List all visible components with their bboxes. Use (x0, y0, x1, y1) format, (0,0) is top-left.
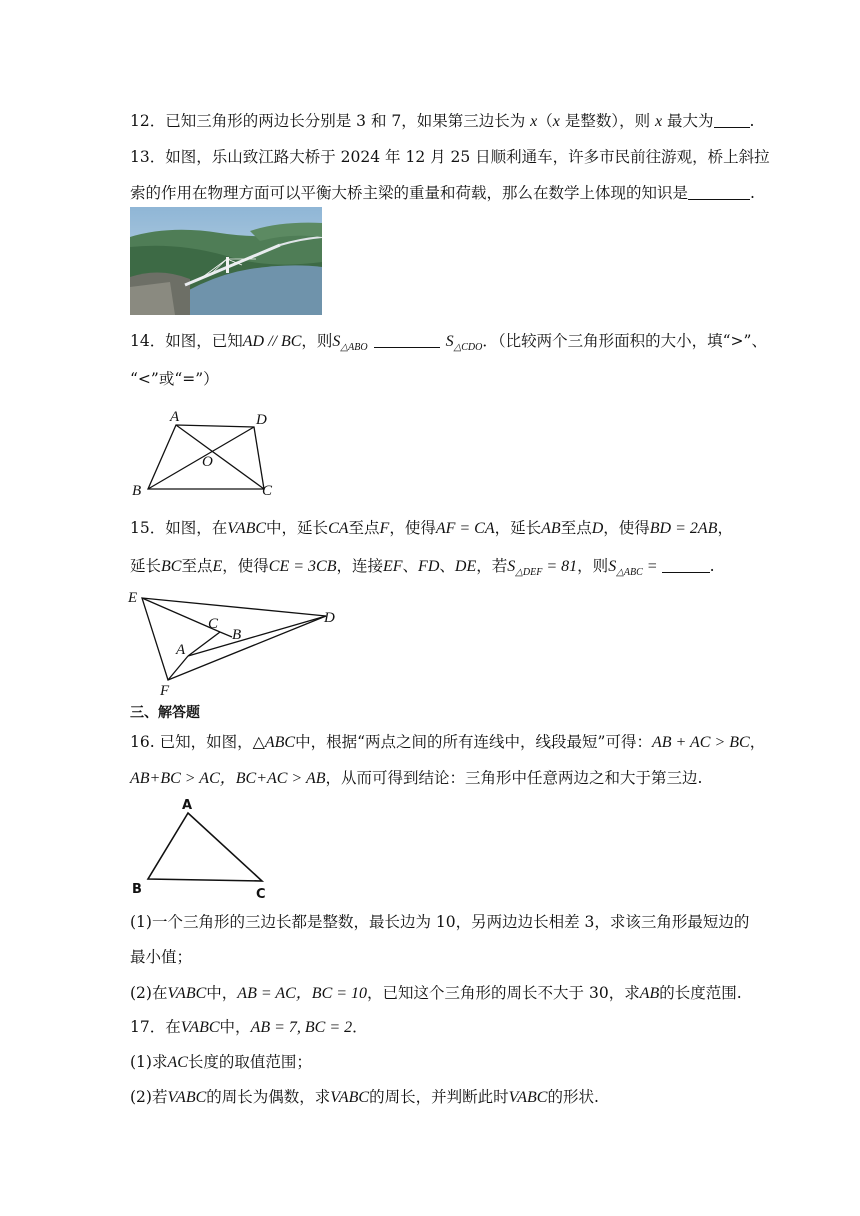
q12-text: 最大为 (662, 112, 714, 130)
q17-text: 的周长，并判断此时 (369, 1088, 509, 1106)
q15-text: ，若 (476, 557, 508, 575)
question-15-line-2 (130, 555, 715, 584)
q14-trapezoid-figure (128, 405, 288, 500)
label-e: E (128, 590, 138, 606)
question-14 (130, 330, 767, 359)
q17-text: 中， (219, 1018, 251, 1036)
label-a: A (170, 409, 180, 425)
label-b: B (132, 483, 142, 499)
q15-math: FD (418, 558, 440, 575)
q15-text: ， (717, 519, 733, 537)
q15-text: 、 (439, 557, 455, 575)
q17-text: (2)若 (130, 1088, 168, 1106)
q16-math: AB+BC > AC，BC+AC > AB (130, 770, 326, 787)
q15-math: BC (161, 558, 182, 575)
label-c: C (256, 887, 266, 901)
q15-text: ，使得 (389, 519, 436, 537)
q16-text: ，从而可得到结论：三角形中任意两边之和大于第三边. (325, 769, 703, 787)
label-c: C (208, 616, 219, 632)
q15-text: 15．如图，在 (130, 519, 228, 537)
q15-math: CE = 3CB (268, 558, 337, 575)
q15-text: 至点 (560, 519, 592, 537)
label-d: D (256, 412, 267, 428)
answer-blank[interactable] (662, 557, 710, 573)
q12-text: （ (537, 112, 553, 130)
q16-text: 16. 已知，如图， (130, 733, 253, 751)
q17-text: ． (352, 1018, 368, 1036)
q17-math: VABC (167, 1089, 207, 1106)
q16-text: 中， (206, 984, 238, 1002)
q16-text: ， (749, 733, 766, 751)
question-13-line-1: 13．如图，乐山致江路大桥于 2024 年 12 月 25 日顺利通车，许多市民前往游观，桥上斜拉 (130, 148, 770, 166)
q15-math: E (212, 558, 223, 575)
question-17-part-2 (130, 1086, 599, 1109)
q15-text: 至点 (181, 557, 213, 575)
q16-text: 的长度范围. (659, 984, 742, 1002)
q15-text: ，则 (577, 557, 609, 575)
q15-text: 、 (402, 557, 419, 575)
q15-sub: △ABC (616, 567, 643, 578)
q12-var: x (552, 113, 560, 130)
q14-text: ，则 (301, 332, 333, 350)
q15-text: 中，延长 (266, 519, 329, 537)
label-b: B (232, 627, 242, 643)
q17-math: AB = 7, BC = 2 (250, 1019, 353, 1036)
q15-text: ，延长 (494, 519, 542, 537)
segment-cb (220, 632, 232, 637)
q14-area-sub: △ABO (340, 342, 368, 353)
question-17-line-1 (130, 1016, 368, 1039)
q15-math: = (642, 558, 658, 575)
q16-text: (2)在 (130, 984, 168, 1002)
q15-math: D (591, 520, 604, 537)
q17-text: 的周长为偶数，求 (206, 1088, 331, 1106)
q15-text: ，使得 (222, 557, 269, 575)
question-16-line-2 (130, 767, 702, 790)
q15-math: EF (382, 558, 403, 575)
q16-text: ，已知这个三角形的周长不大于 30，求 (367, 984, 640, 1002)
q15-text: . (709, 557, 715, 575)
q17-text: 17．在 (130, 1018, 181, 1036)
triangle-abc (148, 813, 262, 881)
q16-math: AB (639, 985, 660, 1002)
label-f: F (160, 683, 170, 698)
q15-math: BD = 2AB (649, 520, 718, 537)
q14-text: ．（比较两个三角形面积的大小，填“>”、 (482, 332, 767, 350)
question-16-line-1 (130, 731, 765, 754)
q14-area-sub: △CDO (453, 342, 483, 353)
q14-text: 14．如图，已知 (130, 332, 243, 350)
q15-math: DE (454, 558, 477, 575)
q15-math: = 81 (542, 558, 578, 575)
q15-math: S (507, 558, 516, 575)
segment-ca (188, 632, 220, 656)
answer-blank[interactable] (714, 112, 750, 128)
q17-text: 的形状. (547, 1088, 599, 1106)
label-c: C (262, 483, 273, 499)
q17-text: 长度的取值范围； (187, 1053, 312, 1071)
q17-math: VABC (330, 1089, 370, 1106)
question-13-line-2 (130, 182, 755, 204)
question-14-line-2: “<”或“=”） (130, 370, 219, 388)
q12-text: . (749, 112, 755, 130)
q15-math: VABC (227, 520, 267, 537)
q15-text: 至点 (348, 519, 380, 537)
q15-math: AF = CA (435, 520, 495, 537)
q15-text: ，连接 (336, 557, 383, 575)
label-a: A (182, 798, 193, 813)
q17-text: (1)求 (130, 1053, 168, 1071)
question-16-part-1-line-1: (1)一个三角形的三边长都是整数，最长边为 10，另两边边长相差 3，求该三角形最短边的 (130, 913, 750, 931)
q12-text: 12．已知三角形的两边长分别是 3 和 7，如果第三边长为 (130, 112, 531, 130)
q12-var: x (530, 113, 538, 130)
q17-math: VABC (180, 1019, 220, 1036)
q14-area-symbol: S (332, 333, 341, 350)
label-d: D (324, 610, 335, 626)
q17-math: VABC (508, 1089, 548, 1106)
q14-area-symbol: S (445, 333, 454, 350)
label-b: B (132, 882, 142, 897)
question-12 (130, 110, 754, 133)
q13-text: . (750, 184, 755, 202)
diagonal-bd (148, 427, 254, 489)
diagonal-ac (176, 425, 264, 489)
label-a: A (176, 642, 186, 658)
q14-condition: AD // BC (242, 333, 302, 350)
q12-var: x (655, 113, 663, 130)
q15-text: ，使得 (603, 519, 650, 537)
q16-math: △ABC (252, 734, 296, 751)
q16-math: VABC (167, 985, 207, 1002)
answer-blank[interactable] (374, 332, 440, 348)
q13-text: 索的作用在物理方面可以平衡大桥主梁的重量和荷载，那么在数学上体现的知识是 (130, 184, 689, 202)
question-17-part-1 (130, 1051, 312, 1074)
q15-math: AB (541, 520, 561, 537)
bridge-photo (130, 207, 322, 315)
q15-math: S (608, 558, 617, 575)
answer-blank[interactable] (688, 184, 750, 200)
question-16-part-2 (130, 982, 742, 1005)
q15-math: CA (328, 520, 349, 537)
question-16-part-1-line-2: 最小值； (130, 948, 193, 966)
q15-triangle-figure (126, 586, 346, 698)
question-15-line-1 (130, 517, 733, 540)
q16-math: AB + AC > BC (651, 734, 750, 751)
section-heading: 三、解答题 (130, 705, 200, 721)
q16-triangle-figure (128, 795, 278, 901)
label-o: O (202, 454, 213, 470)
q12-text: 是整数），则 (559, 112, 655, 130)
q16-math: AB = AC，BC = 10 (237, 985, 368, 1002)
q16-text: 中，根据“两点之间的所有连线中，线段最短”可得： (295, 733, 652, 751)
q15-math: F (379, 520, 390, 537)
q15-sub: △DEF (515, 567, 543, 578)
q15-text: 延长 (130, 557, 162, 575)
q17-math: AC (167, 1054, 188, 1071)
